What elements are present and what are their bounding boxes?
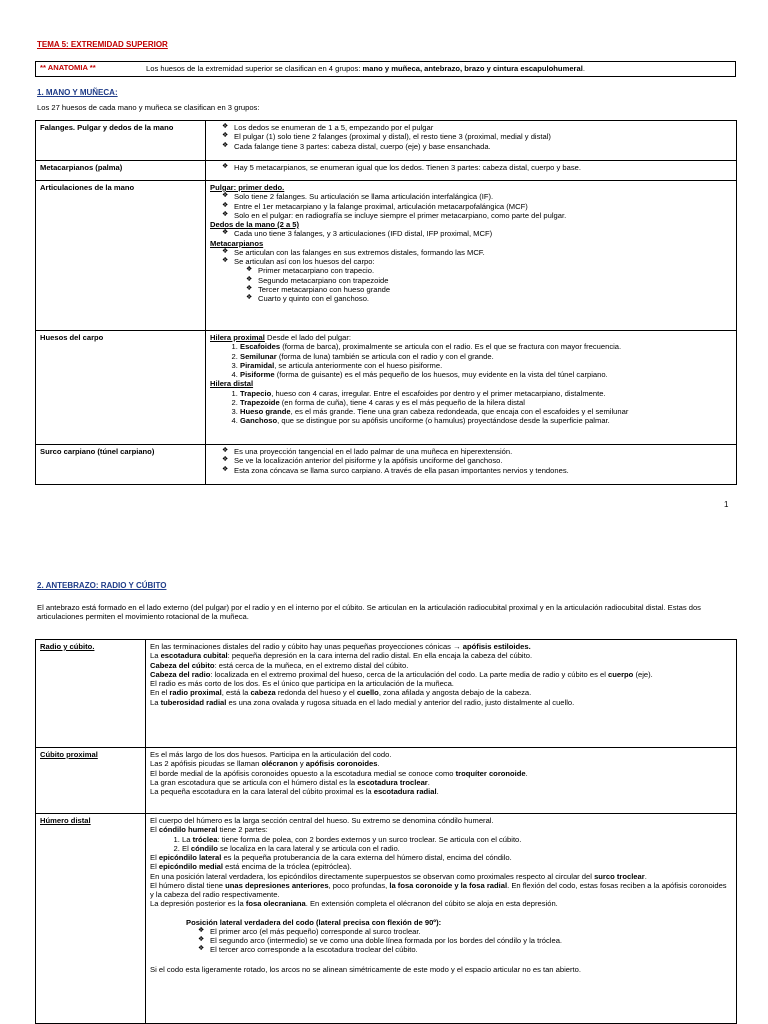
row-content [206,161,737,181]
list-item: 4. Ganchoso, que se distingue por su apófisis unciforme (o hamulus) proyectándose desde la superficie palmar. [240,416,732,425]
list-item: ❖ El tercer arco corresponde a la escotadura troclear del cúbito. [198,945,732,954]
list-item: 2. El cóndilo se localiza en la cara lateral y se articula con el radio. [182,844,732,853]
list-item: ❖ Los dedos se enumeran de 1 a 5, empezando por el pulgar [222,123,732,132]
list-item: ❖ Cada uno tiene 3 falanges, y 3 articulaciones (IFD distal, IFP proximal, MCF) [222,229,732,238]
intro-text: Los huesos de la extremidad superior se clasifican en 4 grupos: mano y muñeca, antebrazo, brazo y cintura escapulohumeral. [146,64,585,73]
table-row [36,640,737,748]
page-title: TEMA 5: EXTREMIDAD SUPERIOR [37,40,168,49]
list-item: ❖ Solo en el pulgar: en radiografía se incluye siempre el primer metacarpiano, como parte del pulgar. [222,211,732,220]
list-item: 1. La tróclea: tiene forma de polea, con 2 bordes externos y un surco troclear. Se articula con el cúbito. [182,835,732,844]
list-item: 2. Trapezoide (en forma de cuña), tiene 4 caras y es el más pequeño de la hilera distal [240,398,732,407]
list-item: ❖ El primer arco (el más pequeño) corresponde al surco troclear. [198,927,732,936]
table-row [36,121,737,161]
row-content: El cuerpo del húmero es la larga sección central del hueso. Su extremo se denomina cóndilo humeral. El cóndilo humeral tiene 2 partes: 1. La tróclea: tiene forma de polea, con 2 bordes externos y un surco troclear. Se articula con el cúbito. 2. El cóndilo se localiza en la cara lateral y se articula con el radio. El epicóndilo lateral es la pequeña protuberancia de la cara externa del húmero distal, encima del cóndilo. El epicóndilo medial está encima de la tróclea (epitróclea). En una posición lateral verdadera, los epicóndilos directamente superpuestos se observan como proximales respecto al circular del surco troclear. El húmero distal tiene unas depresiones anteriores, poco profundas, la fosa coronoide y la fosa radial. En flexión del codo, estas fosas reciben a la apófisis coronoides y la cabeza del radio respectivamente. La depresión posterior es la fosa olecraniana. En extensión completa el olécranon del cúbito se aloja en esta depresión. Posición lateral verdadera del codo (lateral precisa con flexión de 90º): ❖ El primer arco (el más pequeño) corresponde al surco troclear. ❖ El segundo arco (intermedio) se ve como una doble línea formada por los bordes del cóndilo y la tróclea. ❖ El tercer arco corresponde a la escotadura troclear del cúbito. Si el codo esta ligeramente rotado, los arcos no se alinean simétricamente de este modo y el espacio articular no es tan abierto. [146,814,737,1024]
anatomia-label: ** ANATOMIA ** [40,63,96,72]
table-row [36,814,737,1024]
subheading: Hilera proximal Desde el lado del pulgar: [210,333,351,342]
row-content [206,181,737,331]
subheading: Metacarpianos [210,238,264,248]
list-item: ❖ Es una proyección tangencial en el lado palmar de una muñeca en hiperextensión. [222,447,732,456]
page-number: 1 [724,500,729,509]
table-row [36,181,737,331]
hand-table [35,120,737,485]
list-item: ❖ El pulgar (1) solo tiene 2 falanges (proximal y distal), el resto tiene 3 (proximal, medial y distal) [222,132,732,141]
row-label: Falanges. Pulgar y dedos de la mano [36,121,206,161]
list-item: ❖ Solo tiene 2 falanges. Su articulación se llama articulación interfalángica (IF). [222,192,732,201]
row-content [206,445,737,485]
list-item: ❖ El segundo arco (intermedio) se ve como una doble línea formada por los bordes del cóndilo y la tróclea. [198,936,732,945]
section2-intro: El antebrazo está formado en el lado externo (del pulgar) por el radio y en el interno por el cúbito. Se articulan en la articulación radiocubital proximal y en la articulación radiocubital distal. Estas dos articulaciones permiten el movimiento rotacional de la muñeca. [37,603,701,622]
list-item: 1. Trapecio, hueso con 4 caras, irregular. Entre el escafoides por dentro y el primer metacarpiano, distalmente. [240,389,732,398]
list-item: ❖ Primer metacarpiano con trapecio. [246,266,732,275]
row-label: Cúbito proximal [36,748,146,814]
section2-heading: 2. ANTEBRAZO: RADIO Y CÚBITO [37,581,167,590]
row-label: Articulaciones de la mano [36,181,206,331]
row-label: Metacarpianos (palma) [36,161,206,181]
list-item: 3. Hueso grande, es el más grande. Tiene una gran cabeza redondeada, que encaja con el escafoides y el semilunar [240,407,732,416]
subheading: Hilera distal [210,379,254,389]
table-row [36,748,737,814]
subheading: Pulgar: primer dedo. [210,183,285,192]
section1-heading: 1. MANO Y MUÑECA: [37,88,118,97]
list-item: ❖ Cada falange tiene 3 partes: cabeza distal, cuerpo (eje) y base ensanchada. [222,142,732,151]
row-label: Radio y cúbito. [36,640,146,748]
list-item: 4. Pisiforme (forma de guisante) es el más pequeño de los huesos, muy evidente en la vista del túnel carpiano. [240,370,732,379]
row-content [206,121,737,161]
row-content [206,331,737,445]
section1-subtitle: Los 27 huesos de cada mano y muñeca se clasifican en 3 grupos: [37,103,260,112]
table-row [36,161,737,181]
subheading: Posición lateral verdadera del codo (lateral precisa con flexión de 90º): [186,917,442,927]
list-item: ❖ Se articulan con las falanges en sus extremos distales, formando las MCF. [222,248,732,257]
subheading: Dedos de la mano (2 a 5) [210,220,300,229]
list-item: 2. Semilunar (forma de luna) también se articula con el radio y con el grande. [240,352,732,361]
list-item: ❖ Se articulan así con los huesos del carpo: [222,257,732,266]
table-row [36,331,737,445]
row-label: Huesos del carpo [36,331,206,445]
intro-box [35,61,736,77]
list-item: 3. Piramidal, se articula anteriormente con el hueso pisiforme. [240,361,732,370]
row-label: Húmero distal [36,814,146,1024]
list-item: ❖ Entre el 1er metacarpiano y la falange proximal, articulación metacarpofalángica (MCF) [222,202,732,211]
list-item: ❖ Tercer metacarpiano con hueso grande [246,285,732,294]
row-content: En las terminaciones distales del radio y cúbito hay unas pequeñas proyecciones cónicas → apófisis estiloides. La escotadura cubital: pequeña depresión en la cara interna del radio distal. En ella encaja la cabeza del cúbito. Cabeza del cúbito: está cerca de la muñeca, en el extremo distal del cúbito. Cabeza del radio: localizada en el extremo proximal del hueso, cerca de la articulación del codo. La parte media de radio y cúbito es el cuerpo (eje). El radio es más corto de los dos. Es el único que participa en la articulación de la muñeca. En el radio proximal, está la cabeza redonda del hueso y el cuello, zona afilada y angosta debajo de la cabeza. La tuberosidad radial es una zona ovalada y rugosa situada en el lado medial y anterior del radio, justo distalmente al cuello. [146,640,737,748]
list-item: ❖ Hay 5 metacarpianos, se enumeran igual que los dedos. Tienen 3 partes: cabeza distal, cuerpo y base. [222,163,732,172]
list-item: ❖ Esta zona cóncava se llama surco carpiano. A través de ella pasan importantes nervios y tendones. [222,466,732,475]
list-item: 1. Escafoides (forma de barca), proximalmente se articula con el radio. Es el que se fractura con mayor frecuencia. [240,342,732,351]
list-item: ❖ Segundo metacarpiano con trapezoide [246,276,732,285]
row-label: Surco carpiano (túnel carpiano) [36,445,206,485]
table-row [36,445,737,485]
list-item: ❖ Se ve la localización anterior del pisiforme y la apófisis unciforme del ganchoso. [222,456,732,465]
row-content: Es el más largo de los dos huesos. Participa en la articulación del codo. Las 2 apófisis picudas se llaman olécranon y apófisis coronoides. El borde medial de la apófisis coronoides opuesto a la escotadura medial se conoce como troquíter coronoide. La gran escotadura que se articula con el húmero distal es la escotadura troclear. La pequeña escotadura en la cara lateral del cúbito proximal es la escotadura radial. [146,748,737,814]
list-item: ❖ Cuarto y quinto con el ganchoso. [246,294,732,303]
forearm-table [35,639,737,1024]
